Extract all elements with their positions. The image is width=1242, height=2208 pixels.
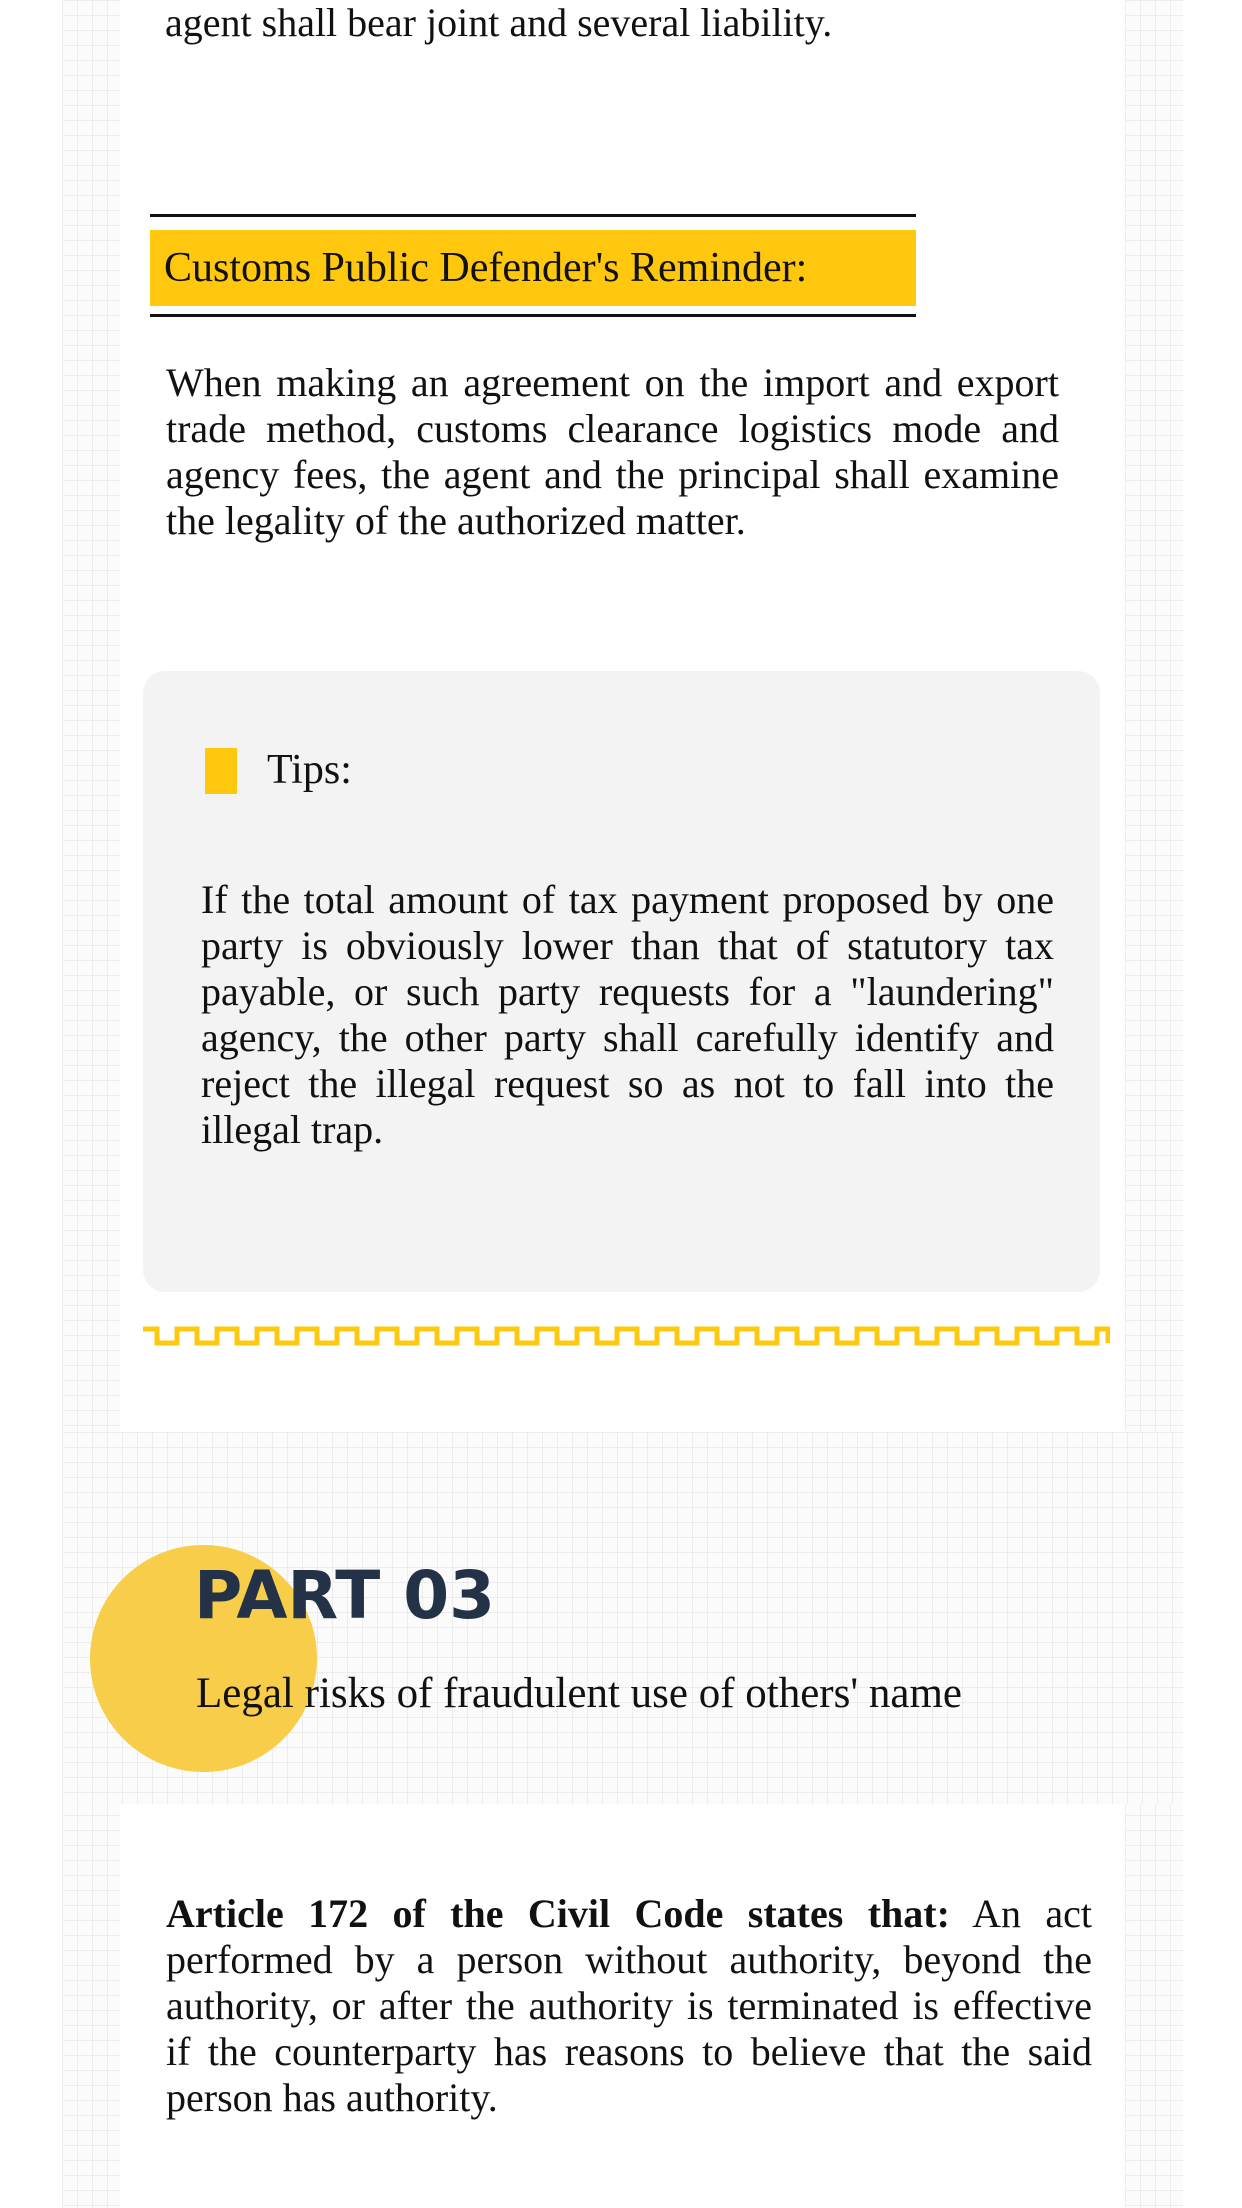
tips-label: Tips:	[267, 747, 352, 793]
part-subtitle: Legal risks of fraudulent use of others' name	[196, 1670, 962, 1717]
grid-background-left	[62, 0, 120, 2208]
meander-divider	[140, 1321, 1110, 1351]
reminder-top-rule	[150, 214, 916, 217]
article-body: An act performed by a person without authority, beyond the authority, or after the authority is terminated is effective if the counterparty has reasons to believe that the said person has authority.	[166, 1891, 1092, 2120]
reminder-bottom-rule	[150, 314, 916, 317]
intro-text: agent shall bear joint and several liability.	[165, 0, 833, 45]
tips-marker	[205, 748, 237, 794]
reminder-title: Customs Public Defender's Reminder:	[150, 230, 916, 306]
article-text	[166, 1891, 1092, 2121]
reminder-body: When making an agreement on the import and export trade method, customs clearance logistics mode and agency fees, the agent and the principal shall examine the legality of the authorized matter.	[166, 360, 1059, 543]
article-lead: Article 172 of the Civil Code states that:	[166, 1891, 950, 1936]
grid-background-right	[1125, 0, 1183, 2208]
tips-body: If the total amount of tax payment proposed by one party is obviously lower than that of statutory tax payable, or such party requests for a "laundering" agency, the other party shall carefully identify and reject the illegal request so as not to fall into the illegal trap.	[201, 877, 1054, 1152]
part-title: PART 03	[194, 1557, 496, 1634]
